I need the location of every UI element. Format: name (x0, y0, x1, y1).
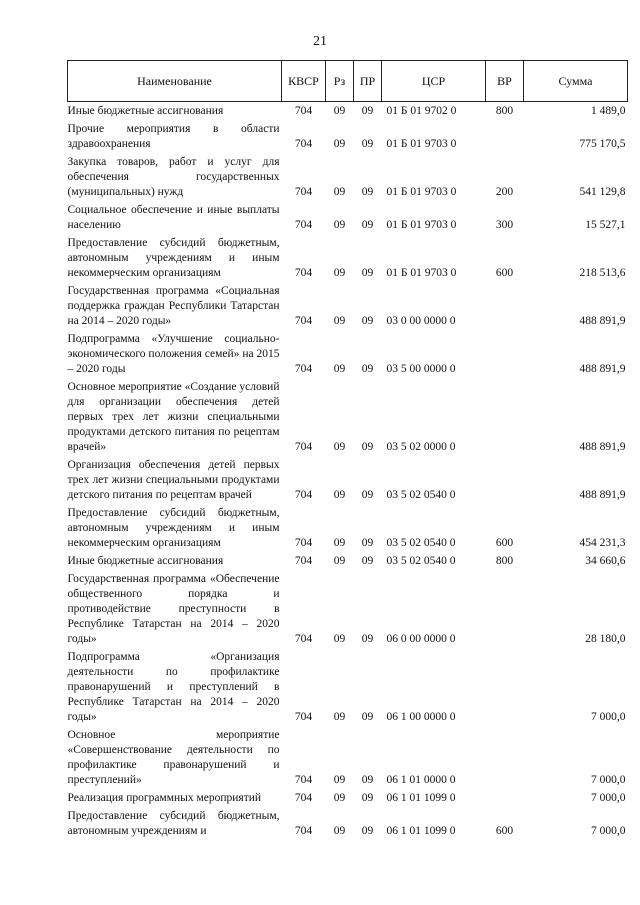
cell-kvsr: 704 (294, 138, 313, 150)
cell-vr: 800 (495, 555, 514, 567)
cell-kvsr: 704 (294, 633, 313, 645)
cell-name: Реализация программных мероприятий (67, 792, 262, 804)
cell-pr: 09 (361, 555, 374, 567)
table-row (68, 788, 628, 806)
cell-sum: 15 527,1 (585, 219, 626, 231)
cell-rz: 09 (333, 792, 346, 804)
cell-pr: 09 (361, 792, 374, 804)
cell-csr: 01 Б 01 9703 0 (386, 219, 457, 231)
cell-pr: 09 (361, 825, 374, 837)
cell-sum: 1 489,0 (591, 105, 626, 117)
cell-sum: 454 231,3 (579, 537, 626, 549)
cell-csr: 03 0 00 0000 0 (386, 315, 456, 327)
cell-kvsr: 704 (294, 825, 313, 837)
cell-rz: 09 (333, 825, 346, 837)
table-row (68, 503, 628, 551)
cell-kvsr: 704 (294, 219, 313, 231)
cell-pr: 09 (361, 537, 374, 549)
cell-name: Основное мероприятие «Создание условий для организации обеспечения детей первых трех лет жизни специальными продуктами детского питания по рецептам врачей» (67, 381, 280, 453)
header-rz: Рз (326, 61, 354, 102)
page-number: 21 (313, 34, 327, 49)
cell-vr (486, 725, 524, 788)
cell-name: Закупка товаров, работ и услуг для обеспечения государственных (муниципальных) нужд (67, 156, 280, 198)
cell-pr: 09 (361, 219, 374, 231)
cell-sum: 7 000,0 (591, 711, 626, 723)
cell-csr: 06 1 00 0000 0 (386, 711, 456, 723)
cell-name: Иные бюджетные ассигнования (67, 105, 224, 117)
cell-name: Организация обеспечения детей первых трех лет жизни специальными продуктами детского питания по рецептам врачей (67, 459, 280, 501)
cell-rz: 09 (333, 555, 346, 567)
cell-pr: 09 (361, 489, 374, 501)
cell-vr: 600 (495, 267, 514, 279)
table-row (68, 281, 628, 329)
table-row (68, 725, 628, 788)
cell-rz: 09 (333, 774, 346, 786)
cell-sum: 218 513,6 (579, 267, 626, 279)
cell-kvsr: 704 (294, 792, 313, 804)
header-sum: Сумма (524, 61, 628, 102)
cell-pr: 09 (361, 186, 374, 198)
table-row (68, 119, 628, 152)
table-row (68, 647, 628, 725)
cell-rz: 09 (333, 363, 346, 375)
cell-csr: 01 Б 01 9703 0 (386, 267, 457, 279)
cell-sum: 488 891,9 (579, 363, 626, 375)
table-row (68, 152, 628, 200)
cell-kvsr: 704 (294, 537, 313, 549)
cell-pr: 09 (361, 633, 374, 645)
cell-sum: 775 170,5 (579, 138, 626, 150)
header-pr: ПР (354, 61, 382, 102)
table-row (68, 569, 628, 647)
cell-vr (486, 119, 524, 152)
cell-kvsr: 704 (294, 186, 313, 198)
cell-vr (486, 281, 524, 329)
cell-csr: 03 5 02 0000 0 (386, 441, 456, 453)
cell-vr: 600 (495, 825, 514, 837)
cell-sum: 488 891,9 (579, 315, 626, 327)
cell-rz: 09 (333, 267, 346, 279)
cell-pr: 09 (361, 774, 374, 786)
cell-csr: 06 1 01 1099 0 (386, 825, 456, 837)
cell-pr: 09 (361, 315, 374, 327)
cell-sum: 34 660,6 (585, 555, 626, 567)
cell-rz: 09 (333, 219, 346, 231)
cell-kvsr: 704 (294, 267, 313, 279)
budget-table (67, 60, 628, 839)
cell-sum: 7 000,0 (591, 774, 626, 786)
table-row (68, 200, 628, 233)
header-kvsr: КВСР (282, 61, 326, 102)
cell-name: Государственная программа «Социальная поддержка граждан Республики Татарстан на 2014 – 2020 годы» (67, 285, 280, 327)
cell-csr: 03 5 02 0540 0 (386, 555, 456, 567)
table-row (68, 455, 628, 503)
cell-csr: 06 1 01 0000 0 (386, 774, 456, 786)
cell-rz: 09 (333, 489, 346, 501)
cell-kvsr: 704 (294, 441, 313, 453)
cell-kvsr: 704 (294, 489, 313, 501)
cell-kvsr: 704 (294, 363, 313, 375)
cell-sum: 28 180,0 (585, 633, 626, 645)
cell-sum: 541 129,8 (579, 186, 626, 198)
cell-csr: 03 5 00 0000 0 (386, 363, 456, 375)
cell-rz: 09 (333, 537, 346, 549)
cell-rz: 09 (333, 138, 346, 150)
cell-sum: 7 000,0 (591, 825, 626, 837)
cell-name: Прочие мероприятия в области здравоохранения (67, 123, 280, 150)
cell-csr: 06 0 00 0000 0 (386, 633, 456, 645)
cell-name: Предоставление субсидий бюджетным, автономным учреждениям и иным некоммерческим организациям (67, 507, 280, 549)
cell-rz: 09 (333, 315, 346, 327)
cell-rz: 09 (333, 441, 346, 453)
cell-pr: 09 (361, 711, 374, 723)
cell-kvsr: 704 (294, 774, 313, 786)
cell-vr: 300 (495, 219, 514, 231)
cell-pr: 09 (361, 363, 374, 375)
cell-csr: 01 Б 01 9702 0 (386, 105, 457, 117)
table-row (68, 329, 628, 377)
cell-sum: 7 000,0 (591, 792, 626, 804)
cell-vr (486, 569, 524, 647)
cell-kvsr: 704 (294, 105, 313, 117)
cell-csr: 03 5 02 0540 0 (386, 489, 456, 501)
cell-csr: 01 Б 01 9703 0 (386, 186, 457, 198)
cell-csr: 06 1 01 1099 0 (386, 792, 456, 804)
cell-kvsr: 704 (294, 555, 313, 567)
cell-rz: 09 (333, 633, 346, 645)
header-name: Наименование (68, 61, 282, 102)
cell-vr: 600 (495, 537, 514, 549)
cell-rz: 09 (333, 711, 346, 723)
cell-csr: 03 5 02 0540 0 (386, 537, 456, 549)
cell-vr (486, 647, 524, 725)
cell-csr: 01 Б 01 9703 0 (386, 138, 457, 150)
cell-vr (486, 377, 524, 455)
cell-vr: 800 (495, 105, 514, 117)
header-vr: ВР (486, 61, 524, 102)
cell-sum: 488 891,9 (579, 441, 626, 453)
cell-vr: 200 (495, 186, 514, 198)
cell-vr (486, 455, 524, 503)
cell-kvsr: 704 (294, 315, 313, 327)
cell-rz: 09 (333, 105, 346, 117)
table-row (68, 102, 628, 120)
cell-name: Основное мероприятие «Совершенствование деятельности по профилактике правонарушений и преступлений» (67, 729, 280, 786)
header-csr: ЦСР (382, 61, 486, 102)
cell-name: Предоставление субсидий бюджетным, автономным учреждениям и иным некоммерческим организациям (67, 237, 280, 279)
table-row (68, 806, 628, 839)
cell-name: Государственная программа «Обеспечение общественного порядка и противодействие преступности в Республике Татарстан на 2014 – 2020 годы» (67, 573, 280, 645)
cell-sum: 488 891,9 (579, 489, 626, 501)
cell-name: Социальное обеспечение и иные выплаты населению (67, 204, 280, 231)
cell-kvsr: 704 (294, 711, 313, 723)
cell-name: Подпрограмма «Организация деятельности по профилактике правонарушений и преступлений в Республике Татарстан на 2014 – 2020 годы» (67, 651, 280, 723)
cell-pr: 09 (361, 441, 374, 453)
cell-vr (486, 788, 524, 806)
cell-name: Предоставление субсидий бюджетным, автономным учреждениям и (67, 810, 280, 837)
cell-pr: 09 (361, 138, 374, 150)
table-header-row (68, 61, 628, 102)
cell-name: Подпрограмма «Улучшение социально-экономического положения семей» на 2015 – 2020 годы (67, 333, 280, 375)
cell-vr (486, 329, 524, 377)
cell-rz: 09 (333, 186, 346, 198)
cell-name: Иные бюджетные ассигнования (67, 555, 224, 567)
cell-pr: 09 (361, 105, 374, 117)
cell-pr: 09 (361, 267, 374, 279)
table-row (68, 233, 628, 281)
table-row (68, 377, 628, 455)
table-row (68, 551, 628, 569)
